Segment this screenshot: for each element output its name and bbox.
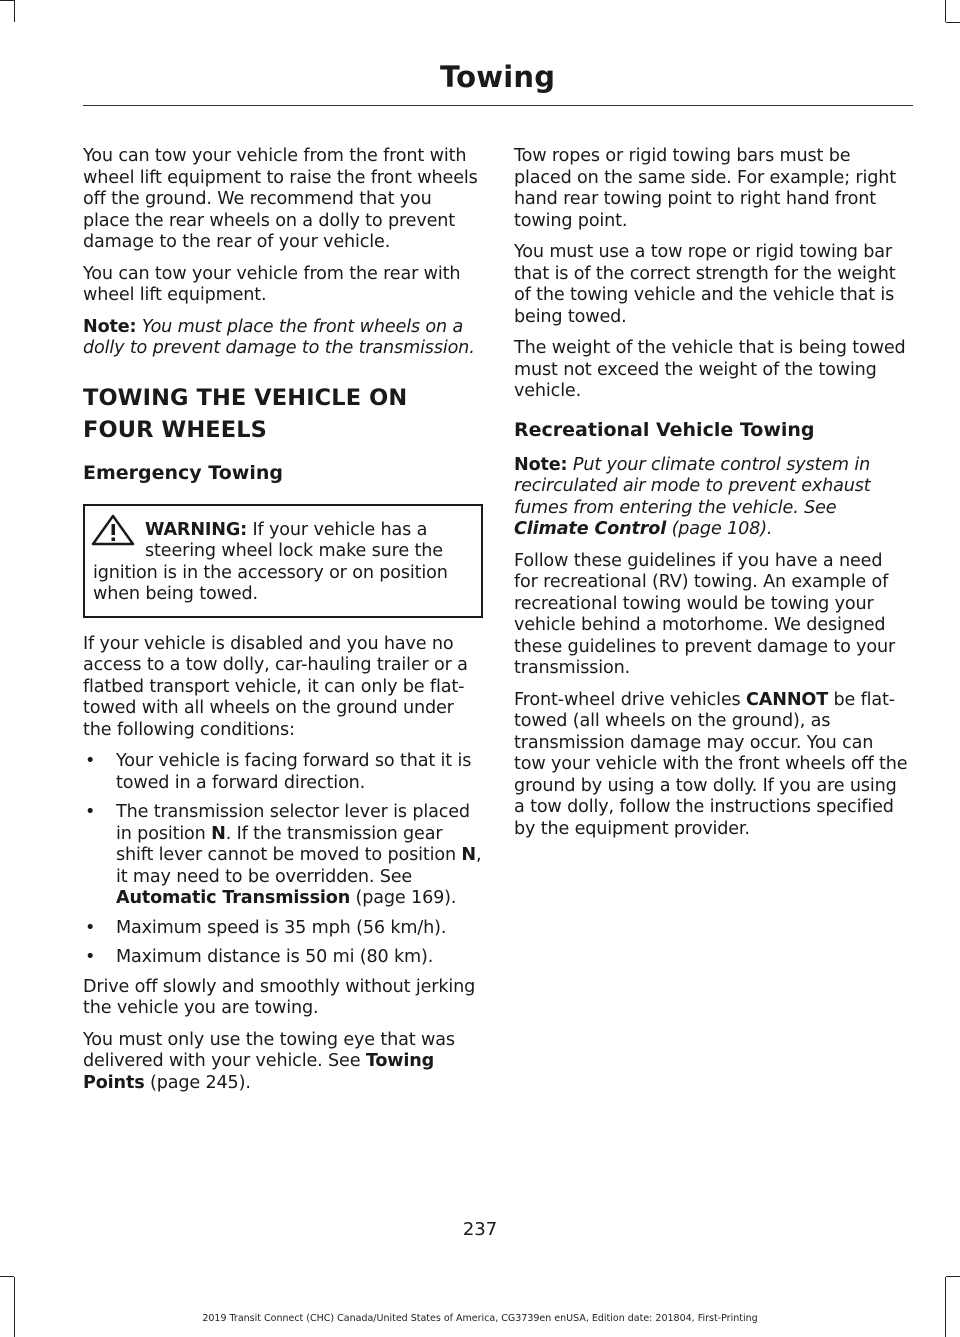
subsection-heading: Recreational Vehicle Towing <box>514 418 815 441</box>
page-reference: (page 245). <box>144 1072 251 1093</box>
warning-text <box>93 520 473 606</box>
cross-reference-link[interactable]: Automatic Transmission <box>116 888 351 908</box>
page-reference: (page 108). <box>666 519 773 539</box>
crop-mark <box>0 0 14 1</box>
crop-mark <box>946 22 960 23</box>
note <box>514 455 908 541</box>
warning-label: WARNING: <box>145 519 248 540</box>
page-title: Towing <box>440 60 556 94</box>
paragraph <box>83 1030 483 1095</box>
paragraph: You can tow your vehicle from the rear with wheel lift equipment. <box>83 263 461 305</box>
crop-mark <box>945 0 946 22</box>
list-item-text: , it may need to be overridden. See <box>116 845 482 887</box>
warning-icon <box>91 514 139 546</box>
header-divider <box>83 105 913 106</box>
bullet: • <box>85 947 96 967</box>
conditions-list <box>83 751 483 969</box>
note-label: Note: <box>83 316 137 337</box>
section-heading: TOWING THE VEHICLE ON FOUR WHEELS <box>83 384 408 443</box>
crop-mark <box>14 0 15 22</box>
cross-reference-link[interactable]: Climate Control <box>514 519 667 539</box>
emphasis: CANNOT <box>746 689 829 710</box>
paragraph <box>514 690 908 841</box>
page-number: 237 <box>462 1219 498 1240</box>
paragraph-text: be flat-towed (all wheels on the ground), as transmission damage may occur. You can tow your vehicle with the front wheels off the ground by using a tow dolly. If you are using a tow dolly, follow the instructions specified by the equipment provider. <box>514 689 908 839</box>
paragraph: The weight of the vehicle that is being towed must not exceed the weight of the towing vehicle. <box>514 338 906 401</box>
paragraph-text: You must only use the towing eye that was delivered with your vehicle. See <box>83 1029 455 1071</box>
cross-reference-link[interactable]: Towing Points <box>83 1051 435 1093</box>
list-item <box>83 947 483 969</box>
paragraph: Follow these guidelines if you have a need for recreational (RV) towing. An example of recreational towing would be towing your vehicle behind a motorhome. We designed these guidelines to prevent damage to your transmission. <box>514 550 896 678</box>
paragraph: You must use a tow rope or rigid towing bar that is of the correct strength for the weight of the towing vehicle and the vehicle that is being towed. <box>514 242 896 327</box>
bullet: • <box>85 751 96 771</box>
left-column <box>83 146 483 1104</box>
gear-position: N <box>211 823 226 844</box>
list-item-text: Your vehicle is facing forward so that it is towed in a forward direction. <box>116 751 472 793</box>
crop-mark <box>945 1277 946 1337</box>
list-item <box>83 802 483 910</box>
paragraph: You can tow your vehicle from the front with wheel lift equipment to raise the front wheels off the ground. We recommend that you place the rear wheels on a dolly to prevent damage to the rear of your vehicle. <box>83 146 478 252</box>
crop-mark <box>946 1276 960 1277</box>
bullet: • <box>85 917 96 938</box>
note-label: Note: <box>514 454 568 475</box>
paragraph: If your vehicle is disabled and you have no access to a tow dolly, car-hauling trailer or a flatbed transport vehicle, it can only be flat-towed with all wheels on the ground under the following conditions: <box>83 633 468 740</box>
crop-mark <box>0 1276 14 1277</box>
paragraph: Tow ropes or rigid towing bars must be placed on the same side. For example; right hand rear towing point to right hand front towing point. <box>514 146 897 231</box>
crop-mark <box>14 1277 15 1337</box>
footer-text: 2019 Transit Connect (CHC) Canada/United States of America, CG3739en enUSA, Edition date: 201804, First-Printing <box>202 1313 758 1324</box>
warning-body: If your vehicle has a steering wheel lock make sure the ignition is in the accessory or on position when being towed. <box>93 519 448 604</box>
right-column <box>514 146 908 850</box>
list-item-text: . If the transmission gear shift lever cannot be moved to position <box>116 823 462 865</box>
subsection-heading: Emergency Towing <box>83 461 283 484</box>
list-item <box>83 751 483 794</box>
list-item <box>83 918 483 940</box>
list-item-text: Maximum speed is 35 mph (56 km/h). <box>116 917 447 938</box>
page-reference: (page 169). <box>350 888 457 908</box>
paragraph: Drive off slowly and smoothly without jerking the vehicle you are towing. <box>83 976 476 1018</box>
list-item-text: The transmission selector lever is placed in position <box>116 802 470 844</box>
warning-box <box>83 504 483 618</box>
note <box>83 317 483 360</box>
list-item-text: Maximum distance is 50 mi (80 km). <box>116 947 434 967</box>
paragraph-text: Front-wheel drive vehicles <box>514 689 747 710</box>
note-text: You must place the front wheels on a dolly to prevent damage to the transmission. <box>83 316 475 358</box>
bullet: • <box>85 802 96 822</box>
note-text: Put your climate control system in recirculated air mode to prevent exhaust fumes from entering the vehicle. See <box>514 454 871 518</box>
gear-position: N <box>461 845 476 865</box>
